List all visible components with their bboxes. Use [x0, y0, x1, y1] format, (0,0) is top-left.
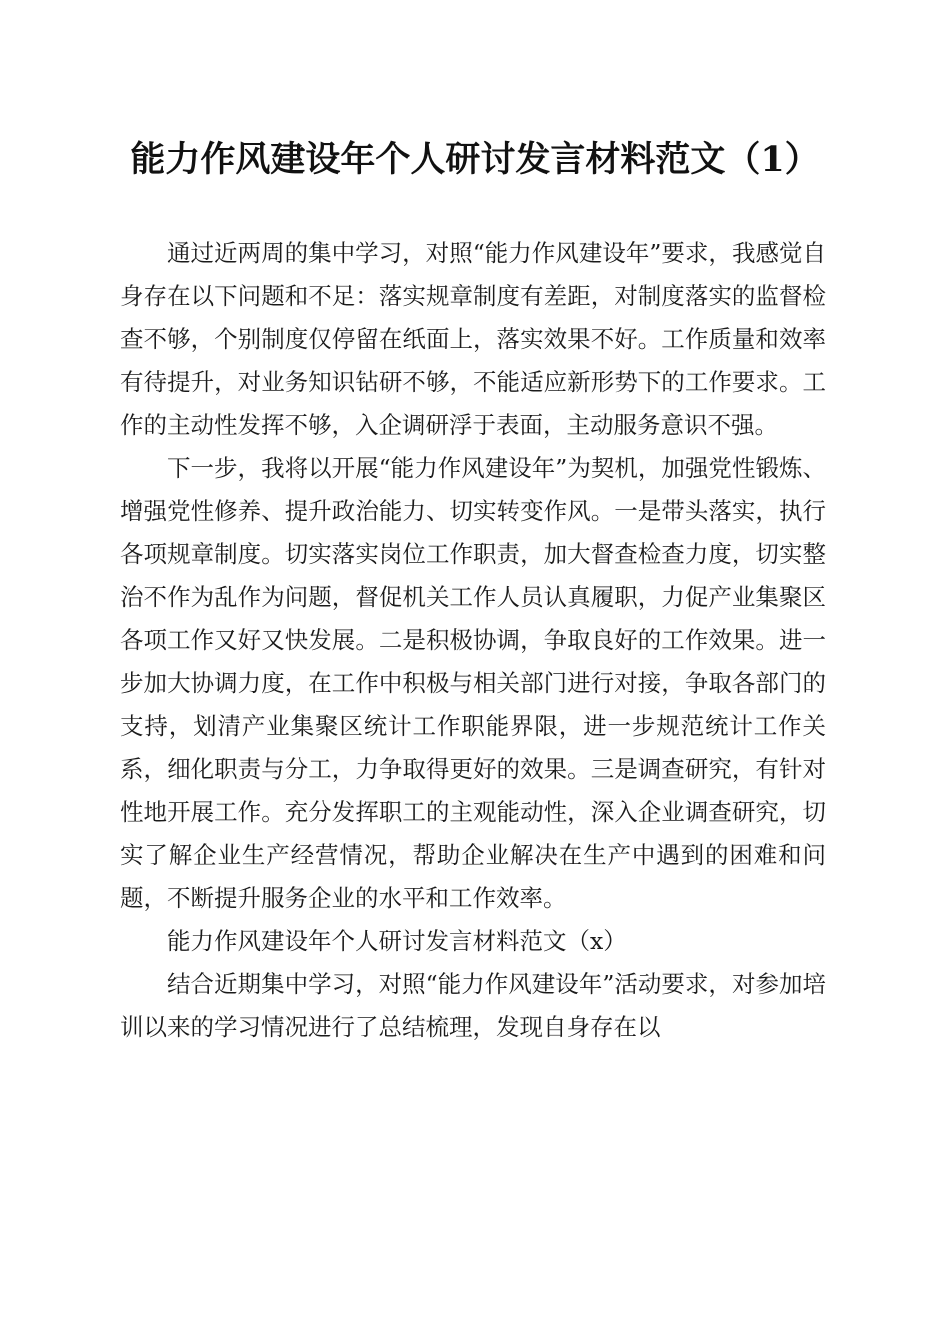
section-subheading: 能力作风建设年个人研讨发言材料范文（x）: [167, 927, 627, 955]
paragraph-problems: 通过近两周的集中学习，对照“能力作风建设年”要求，我感觉自身存在以下问题和不足：落实规章制度有差距，对制度落实的监督检查不够，个别制度仅停留在纸面上，落实效果不好。工作质量和效率有待提升，对业务知识钻研不够，不能适应新形势下的工作要求。工作的主动性发挥不够，入企调研浮于表面，主动服务意识不强。: [120, 239, 826, 439]
document-title: 能力作风建设年个人研讨发言材料范文（1）: [130, 139, 820, 180]
paragraph-summary-intro: 结合近期集中学习，对照“能力作风建设年”活动要求，对参加培训以来的学习情况进行了总结梳理，发现自身存在以: [120, 970, 826, 1041]
document-body: [120, 232, 826, 1049]
paragraph-next-steps: 下一步，我将以开展“能力作风建设年”为契机，加强党性锻炼、增强党性修养、提升政治能力、切实转变作风。一是带头落实，执行各项规章制度。切实落实岗位工作职责，加大督查检查力度，切实整治不作为乱作为问题，督促机关工作人员认真履职，力促产业集聚区各项工作又好又快发展。二是积极协调，争取良好的工作效果。进一步加大协调力度，在工作中积极与相关部门进行对接，争取各部门的支持，划清产业集聚区统计工作职能界限，进一步规范统计工作关系，细化职责与分工，力争取得更好的效果。三是调查研究，有针对性地开展工作。充分发挥职工的主观能动性，深入企业调查研究，切实了解企业生产经营情况，帮助企业解决在生产中遇到的困难和问题，不断提升服务企业的水平和工作效率。: [120, 454, 826, 912]
